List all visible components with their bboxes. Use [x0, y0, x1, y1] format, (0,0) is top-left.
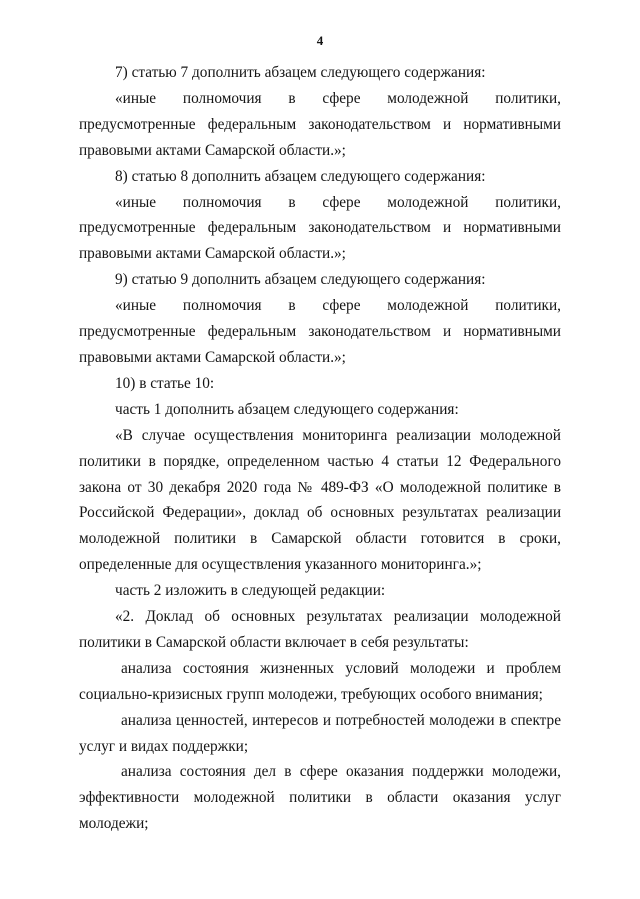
- page-number: 4: [316, 33, 324, 48]
- paragraph-part-2-quote: «2. Доклад об основных результатах реализации молодежной политики в Самарской области включает в себя результаты:: [79, 608, 561, 651]
- paragraph-analysis-2: анализа ценностей, интересов и потребностей молодежи в спектре услуг и видах поддержки;: [79, 711, 561, 755]
- paragraph-part-1-quote: «В случае осуществления мониторинга реализации молодежной политики в порядке, определенном частью 4 статьи 12 Федерального закона от 30 декабря 2020 года № 489-ФЗ «О молодежной политике в Российской Федерации», доклад об основных результатах реализации молодежной политики в Самарской области готовится в сроки, определенные для осуществления указанного мониторинга.»;: [79, 426, 561, 574]
- paragraph-quote-8: «иные полномочия в сфере молодежной политики, предусмотренные федеральным законодательством и нормативными правовыми актами Самарской области.»;: [79, 193, 561, 263]
- paragraph-quote-7: «иные полномочия в сфере молодежной политики, предусмотренные федеральным законодательством и нормативными правовыми актами Самарской области.»;: [79, 89, 561, 159]
- paragraph-item-7: 7) статью 7 дополнить абзацем следующего содержания:: [115, 64, 486, 81]
- paragraph-quote-9: «иные полномочия в сфере молодежной политики, предусмотренные федеральным законодательством и нормативными правовыми актами Самарской области.»;: [79, 297, 561, 366]
- paragraph-item-9: 9) статью 9 дополнить абзацем следующего содержания:: [115, 271, 486, 289]
- paragraph-part-1: часть 1 дополнить абзацем следующего содержания:: [115, 400, 459, 418]
- paragraph-item-8: 8) статью 8 дополнить абзацем следующего содержания:: [115, 167, 486, 185]
- document-body: [79, 60, 561, 837]
- paragraph-item-10: 10) в статье 10:: [115, 374, 215, 392]
- paragraph-part-2: часть 2 изложить в следующей редакции:: [115, 582, 386, 600]
- paragraph-analysis-3: анализа состояния дел в сфере оказания поддержки молодежи, эффективности молодежной политики в области оказания услуг молодежи;: [79, 763, 561, 833]
- paragraph-analysis-1: анализа состояния жизненных условий молодежи и проблем социально-кризисных групп молодежи, требующих особого внимания;: [79, 659, 561, 703]
